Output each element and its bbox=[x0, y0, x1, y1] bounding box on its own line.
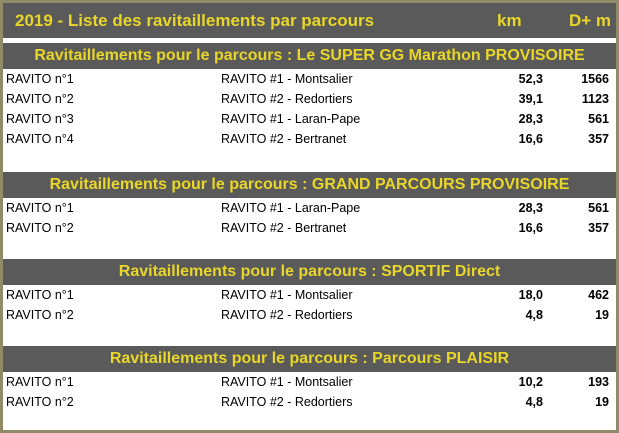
ravito-km: 28,3 bbox=[518, 201, 543, 215]
page-title: 2019 - Liste des ravitaillements par parcours bbox=[15, 11, 375, 30]
ravito-dplus: 19 bbox=[595, 395, 609, 409]
ravito-place: RAVITO #1 - Laran-Pape bbox=[221, 201, 361, 215]
ravito-km: 52,3 bbox=[518, 72, 543, 86]
ravito-dplus: 561 bbox=[588, 112, 609, 126]
table-row bbox=[3, 109, 616, 129]
section-title: Ravitaillements pour le parcours : Parcours PLAISIR bbox=[3, 346, 616, 372]
table-row bbox=[3, 89, 616, 109]
ravito-dplus: 1566 bbox=[581, 72, 609, 86]
ravito-place: RAVITO #2 - Bertranet bbox=[221, 132, 347, 146]
table-row bbox=[3, 392, 616, 412]
ravito-number: RAVITO n°1 bbox=[6, 72, 74, 86]
ravito-number: RAVITO n°1 bbox=[6, 375, 74, 389]
table-row bbox=[3, 285, 616, 305]
ravito-place: RAVITO #2 - Redortiers bbox=[221, 308, 353, 322]
table-row bbox=[3, 129, 616, 149]
table-header bbox=[3, 3, 616, 38]
section-title: Ravitaillements pour le parcours : Le SUPER GG Marathon PROVISOIRE bbox=[3, 43, 616, 69]
ravito-number: RAVITO n°1 bbox=[6, 288, 74, 302]
ravito-number: RAVITO n°2 bbox=[6, 92, 74, 106]
section-super-gg-marathon bbox=[3, 43, 616, 149]
dplus-column-header: D+ m bbox=[569, 11, 612, 30]
ravito-place: RAVITO #1 - Montsalier bbox=[221, 72, 353, 86]
section-parcours-plaisir bbox=[3, 346, 616, 412]
ravito-km: 4,8 bbox=[525, 395, 543, 409]
section-grand-parcours bbox=[3, 172, 616, 238]
ravito-dplus: 357 bbox=[588, 132, 609, 146]
ravito-number: RAVITO n°1 bbox=[6, 201, 74, 215]
table-row bbox=[3, 372, 616, 392]
ravito-km: 39,1 bbox=[518, 92, 543, 106]
ravito-place: RAVITO #1 - Laran-Pape bbox=[221, 112, 361, 126]
ravito-km: 10,2 bbox=[518, 375, 543, 389]
ravito-dplus: 462 bbox=[588, 288, 609, 302]
section-title: Ravitaillements pour le parcours : SPORTIF Direct bbox=[3, 259, 616, 285]
ravito-dplus: 19 bbox=[595, 308, 609, 322]
table-row bbox=[3, 198, 616, 218]
ravito-place: RAVITO #1 - Montsalier bbox=[221, 288, 353, 302]
ravito-place: RAVITO #2 - Redortiers bbox=[221, 395, 353, 409]
ravito-number: RAVITO n°2 bbox=[6, 395, 74, 409]
table-row bbox=[3, 69, 616, 89]
ravito-km: 4,8 bbox=[525, 308, 543, 322]
ravito-km: 28,3 bbox=[518, 112, 543, 126]
ravito-number: RAVITO n°3 bbox=[6, 112, 74, 126]
ravito-dplus: 193 bbox=[588, 375, 609, 389]
ravito-dplus: 357 bbox=[588, 221, 609, 235]
km-column-header: km bbox=[497, 11, 522, 30]
ravito-number: RAVITO n°4 bbox=[6, 132, 74, 146]
ravito-km: 16,6 bbox=[518, 132, 543, 146]
ravito-place: RAVITO #2 - Bertranet bbox=[221, 221, 347, 235]
table-row bbox=[3, 305, 616, 325]
section-title: Ravitaillements pour le parcours : GRAND PARCOURS PROVISOIRE bbox=[3, 172, 616, 198]
section-sportif-direct bbox=[3, 259, 616, 325]
ravito-dplus: 1123 bbox=[581, 92, 609, 106]
divider bbox=[3, 38, 616, 40]
ravito-place: RAVITO #2 - Redortiers bbox=[221, 92, 353, 106]
ravito-number: RAVITO n°2 bbox=[6, 308, 74, 322]
ravito-km: 16,6 bbox=[518, 221, 543, 235]
ravito-dplus: 561 bbox=[588, 201, 609, 215]
table-row bbox=[3, 218, 616, 238]
ravito-number: RAVITO n°2 bbox=[6, 221, 74, 235]
ravito-km: 18,0 bbox=[518, 288, 543, 302]
ravito-place: RAVITO #1 - Montsalier bbox=[221, 375, 353, 389]
